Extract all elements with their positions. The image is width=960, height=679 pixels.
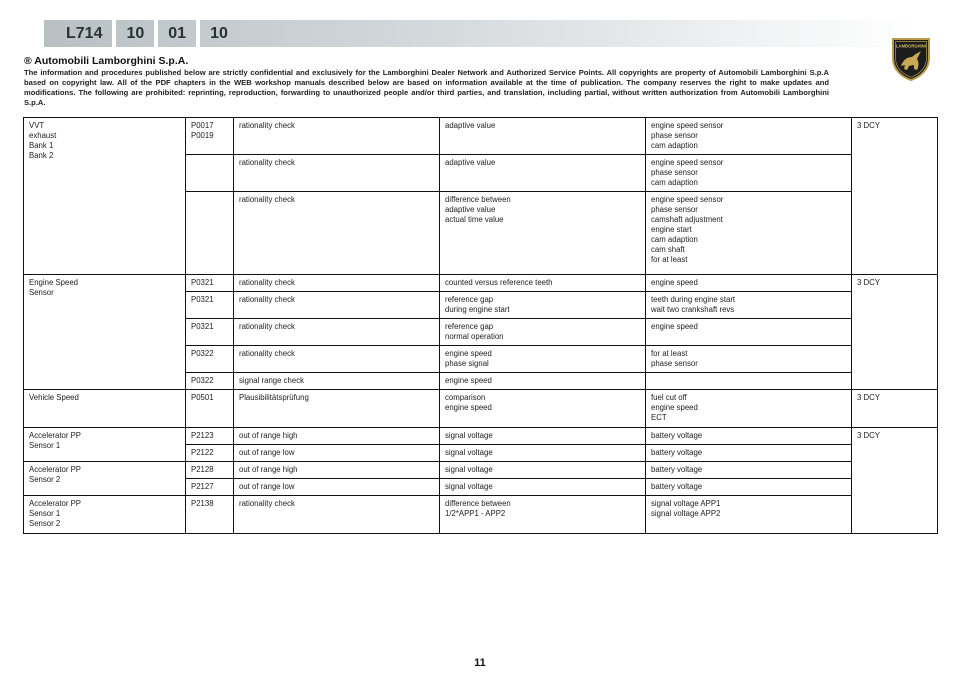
group-code: 10 [126,25,145,42]
component-cell-line: exhaust [29,131,57,140]
fault-code-cell [186,346,234,373]
fault-code-cell [186,192,234,275]
monitored-value-cell-line: engine speed [445,403,492,412]
enable-condition-cell-line: engine speed sensor [651,121,724,130]
model-code: L714 [66,25,103,42]
enable-condition-cell-line: phase sensor [651,131,698,140]
section-code: 10 [210,25,228,42]
diagnostic-table-container [23,117,937,528]
monitored-value-cell [440,479,646,496]
logo-text: LAMBORGHINI [895,43,927,49]
drive-cycle-cell-line: 3 DCY [857,393,880,402]
check-type-cell-line: rationality check [239,295,295,304]
component-cell-line: Vehicle Speed [29,393,79,402]
component-cell-line: Sensor 2 [29,475,61,484]
drive-cycle-cell-line: 3 DCY [857,431,880,440]
component-cell [24,390,186,428]
enable-condition-cell-line: for at least [651,255,688,264]
check-type-cell [234,373,440,390]
fault-code-cell-line: P0321 [191,278,214,287]
enable-condition-cell-line: for at least [651,349,688,358]
check-type-cell [234,428,440,445]
notice-text: The information and procedures published below are strictly confidential and exclusively for the Lamborghini Dealer Network and Authorized Service Points. All copyrights are property of Automobili Lamborghini S.p.A based on copyright law. All of the PDF chapters in the WEB workshop manuals described below are based on information available at the time of publication. The company reserves the right to make updates and modifications. The following are prohibited: reprinting, reproduction, forwarding to unauthorized people and/or third parties, and translation, including partial, without written authorization from Automobili Lamborghini S.p.A. [24,68,829,107]
component-cell-line: Bank 2 [29,151,54,160]
fault-code-cell [186,428,234,445]
check-type-cell [234,275,440,292]
enable-condition-cell-line: fuel cut off [651,393,687,402]
table-row [24,462,938,479]
notice-title: ® Automobili Lamborghini S.p.A. [24,55,189,67]
monitored-value-cell-line: difference between [445,195,511,204]
component-cell [24,496,186,534]
table-row [24,118,938,155]
check-type-cell-line: rationality check [239,195,295,204]
monitored-value-cell [440,319,646,346]
monitored-value-cell-line: engine speed [445,376,492,385]
fault-code-cell-line: P0501 [191,393,214,402]
monitored-value-cell [440,373,646,390]
component-cell-line: Engine Speed [29,278,78,287]
component-cell-line: Accelerator PP [29,431,82,440]
check-type-cell-line: out of range high [239,465,298,474]
enable-condition-cell-line: cam adaption [651,178,698,187]
component-cell [24,462,186,496]
component-cell-line: Sensor 1 [29,509,61,518]
monitored-value-cell-line: reference gap [445,322,494,331]
check-type-cell-line: out of range low [239,448,295,457]
header-codes [56,20,238,47]
fault-code-cell-line: P0019 [191,131,214,140]
check-type-cell-line: signal range check [239,376,305,385]
fault-code-cell [186,118,234,155]
enable-condition-cell-line: camshaft adjustment [651,215,723,224]
check-type-cell [234,155,440,192]
enable-condition-cell-line: cam adaption [651,141,698,150]
monitored-value-cell-line: engine speed [445,349,492,358]
check-type-cell [234,479,440,496]
fault-code-cell-line: P2122 [191,448,214,457]
fault-code-cell [186,390,234,428]
enable-condition-cell-line: phase sensor [651,168,698,177]
fault-code-cell [186,319,234,346]
enable-condition-cell-line: engine speed [651,278,698,287]
check-type-cell-line: rationality check [239,322,295,331]
enable-condition-cell [646,462,852,479]
enable-condition-cell [646,275,852,292]
fault-code-cell [186,445,234,462]
fault-code-cell [186,462,234,479]
check-type-cell [234,496,440,534]
fault-code-cell [186,373,234,390]
fault-code-cell-line: P2123 [191,431,214,440]
enable-condition-cell-line: phase sensor [651,359,698,368]
drive-cycle-cell [852,118,938,275]
monitored-value-cell-line: during engine start [445,305,510,314]
enable-condition-cell-line: battery voltage [651,448,703,457]
fault-code-cell [186,292,234,319]
monitored-value-cell [440,496,646,534]
lamborghini-bull-shield-icon [890,36,932,82]
enable-condition-cell-line: phase sensor [651,205,698,214]
check-type-cell-line: rationality check [239,278,295,287]
check-type-cell [234,319,440,346]
enable-condition-cell-line: engine speed [651,403,698,412]
component-cell-line: Bank 1 [29,141,54,150]
drive-cycle-cell-line: 3 DCY [857,278,880,287]
check-type-cell-line: rationality check [239,121,295,130]
monitored-value-cell [440,462,646,479]
component-cell-line: Accelerator PP [29,499,82,508]
enable-condition-cell-line: wait two crankshaft revs [651,305,735,314]
fault-code-cell-line: P0321 [191,295,214,304]
enable-condition-cell-line: engine speed sensor [651,158,724,167]
table-row [24,496,938,534]
component-cell-line: Sensor [29,288,54,297]
enable-condition-cell-line: cam shaft [651,245,685,254]
check-type-cell [234,390,440,428]
enable-condition-cell [646,155,852,192]
enable-condition-cell-line: engine speed [651,322,698,331]
monitored-value-cell [440,390,646,428]
enable-condition-cell-line: engine start [651,225,692,234]
monitored-value-cell [440,428,646,445]
enable-condition-cell [646,292,852,319]
fault-code-cell [186,479,234,496]
check-type-cell [234,192,440,275]
drive-cycle-cell [852,428,938,534]
check-type-cell-line: out of range low [239,482,295,491]
table-row [24,390,938,428]
enable-condition-cell-line: signal voltage APP1 [651,499,721,508]
enable-condition-cell-line: signal voltage APP2 [651,509,721,518]
monitored-value-cell-line: adaptive value [445,205,496,214]
component-cell-line: Sensor 1 [29,441,61,450]
enable-condition-cell [646,428,852,445]
diagnostic-table [23,117,938,534]
monitored-value-cell-line: phase signal [445,359,489,368]
monitored-value-cell-line: signal voltage [445,465,493,474]
monitored-value-cell-line: normal operation [445,332,504,341]
enable-condition-cell-line: battery voltage [651,482,703,491]
monitored-value-cell-line: adaptive value [445,158,496,167]
drive-cycle-cell-line: 3 DCY [857,121,880,130]
monitored-value-cell-line: adaptive value [445,121,496,130]
monitored-value-cell-line: reference gap [445,295,494,304]
fault-code-cell-line: P2127 [191,482,214,491]
check-type-cell-line: Plausibilitätsprüfung [239,393,309,402]
monitored-value-cell [440,155,646,192]
enable-condition-cell-line: battery voltage [651,465,703,474]
enable-condition-cell [646,192,852,275]
enable-condition-cell [646,373,852,390]
monitored-value-cell-line: comparison [445,393,486,402]
enable-condition-cell-line: ECT [651,413,667,422]
fault-code-cell-line: P0321 [191,322,214,331]
monitored-value-cell-line: signal voltage [445,431,493,440]
check-type-cell-line: out of range high [239,431,298,440]
subgroup-code: 01 [168,25,187,42]
component-cell [24,428,186,462]
fault-code-cell-line: P0322 [191,349,214,358]
enable-condition-cell-line: teeth during engine start [651,295,736,304]
check-type-cell-line: rationality check [239,499,295,508]
check-type-cell [234,346,440,373]
fault-code-cell [186,275,234,292]
component-cell-line: Sensor 2 [29,519,61,528]
monitored-value-cell [440,275,646,292]
enable-condition-cell [646,118,852,155]
fault-code-cell [186,155,234,192]
monitored-value-cell-line: counted versus reference teeth [445,278,553,287]
check-type-cell [234,292,440,319]
fault-code-cell-line: P2138 [191,499,214,508]
fault-code-cell-line: P0017 [191,121,214,130]
fault-code-cell-line: P2128 [191,465,214,474]
copyright-notice [24,55,829,108]
monitored-value-cell [440,445,646,462]
check-type-cell [234,445,440,462]
monitored-value-cell-line: signal voltage [445,482,493,491]
monitored-value-cell-line: difference between [445,499,511,508]
drive-cycle-cell [852,390,938,428]
page-number: 11 [474,657,486,669]
enable-condition-cell-line: battery voltage [651,431,703,440]
monitored-value-cell-line: 1/2*APP1 - APP2 [445,509,506,518]
enable-condition-cell-line: engine speed sensor [651,195,724,204]
enable-condition-cell [646,479,852,496]
monitored-value-cell-line: signal voltage [445,448,493,457]
enable-condition-cell [646,319,852,346]
check-type-cell-line: rationality check [239,158,295,167]
component-cell-line: VVT [29,121,45,130]
check-type-cell-line: rationality check [239,349,295,358]
component-cell [24,275,186,390]
monitored-value-cell-line: actual time value [445,215,504,224]
table-row [24,428,938,445]
fault-code-cell [186,496,234,534]
enable-condition-cell [646,496,852,534]
fault-code-cell-line: P0322 [191,376,214,385]
table-row [24,275,938,292]
monitored-value-cell [440,346,646,373]
check-type-cell [234,462,440,479]
check-type-cell [234,118,440,155]
drive-cycle-cell [852,275,938,390]
enable-condition-cell [646,390,852,428]
enable-condition-cell [646,445,852,462]
enable-condition-cell-line: cam adaption [651,235,698,244]
monitored-value-cell [440,118,646,155]
monitored-value-cell [440,192,646,275]
component-cell [24,118,186,275]
component-cell-line: Accelerator PP [29,465,82,474]
monitored-value-cell [440,292,646,319]
enable-condition-cell [646,346,852,373]
